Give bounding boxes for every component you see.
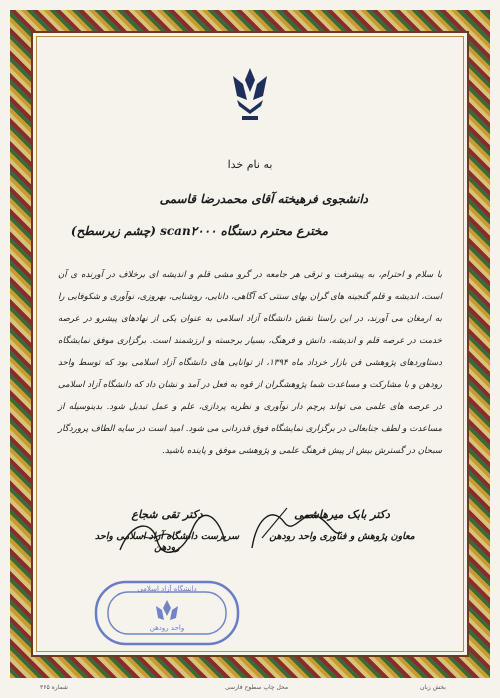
recipient-title: مخترع محترم دستگاه scan۲۰۰۰ (چشم زیرسطح) [70,224,328,238]
stamp-text-bottom: واحد رودهن [149,624,185,632]
recipient-name: دانشجوی فرهیخته آقای محمدرضا قاسمی [159,192,368,206]
handwritten-signature-left-icon [112,510,232,560]
signer-name-left: دکتر تقی شجاع [131,508,203,521]
signer-title-left: سرپرست دانشگاه آزاد اسلامی واحد رودهن [94,531,240,553]
footer-print-note: محل چاپ سطوح فارسی [225,684,289,691]
university-logo-icon [227,66,273,124]
print-footer [0,684,500,696]
certificate-body [58,264,442,462]
basmala-heading: به نام خدا [227,158,273,171]
footer-section: بخش زبان [420,684,446,691]
signer-name-right: دکتر بابک میرهاشمی [294,508,390,521]
stamp-text-top: دانشگاه آزاد اسلامی [137,585,197,593]
signer-title-right: معاون پژوهش و فناوری واحد رودهن [269,531,415,542]
official-stamp-icon [92,578,242,648]
footer-serial: شماره ۳۶۵ [40,684,68,691]
handwritten-signature-right-icon [242,498,352,558]
certificate-content [42,40,458,650]
body-paragraph: با سلام و احترام، به پیشرفت و ترقی هر جامعه در گرو مشی قلم و اندیشه ای برخلاف در آورنده ی آن است، اندیشه و قلم گنجینه های گران بهای سنتی که آگاهی، دانایی، روشنایی، بهروزی، نوآوری و شکوفایی را به ارمغان می آورند، در این راستا نقش دانشگاه آزاد اسلامی به عنوان یکی از نهادهای پیشرو در عرصه خدمت در عرصه قلم و اندیشه، دانش و فرهنگ، بسیار برجسته و ارزشمند است. برگزاری موفق نمایشگاه دستاوردهای پژوهشی فن بازار خرداد ماه ۱۳۹۴، از توانایی های دانشگاه آزاد اسلامی بود که توسط واحد رودهن و با مشارکت و مساعدت شما پژوهشگران از قوه به فعل در آمد و نشان داد که دانشگاه آزاد اسلامی در عرصه های علمی می تواند پرچم دار نوآوری و نظریه پردازی، علم و عمل تبدیل شود. بدینوسیله از مساعدت و لطف جنابعالی در برگزاری نمایشگاه فوق قدردانی می شود. امید است در سایه الطاف پروردگار سبحان در گسترش بیش از پیش فرهنگ علمی و پژوهشی موفق و پاینده باشید. [58,270,442,456]
